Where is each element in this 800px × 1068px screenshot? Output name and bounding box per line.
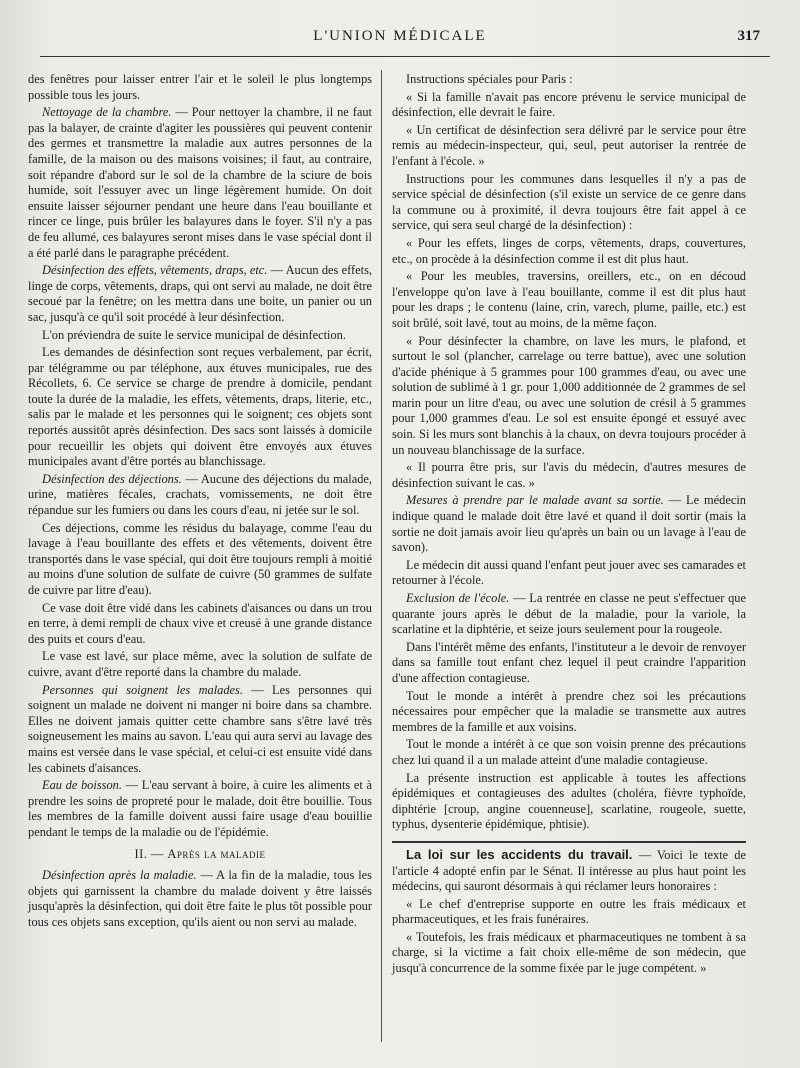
paragraph-heading: Exclusion de l'école. bbox=[406, 591, 510, 605]
paragraph bbox=[28, 868, 372, 930]
section-title: Après la maladie bbox=[167, 846, 266, 861]
paragraph: « Un certificat de désinfection sera délivré par le service pour être remis au médecin-inspecteur, qui, seul, peut autoriser la rentrée de l'enfant à l'école. » bbox=[392, 122, 746, 168]
paragraph-heading: Désinfection après la maladie. bbox=[42, 868, 197, 883]
paragraph: des fenêtres pour laisser entrer l'air et le soleil le plus longtemps possible tous les jours. bbox=[28, 72, 372, 102]
running-header bbox=[30, 28, 770, 52]
paragraph: Dans l'intérêt même des enfants, l'instituteur a le devoir de renvoyer dans sa famille tout enfant chez lequel il peut craindre l'apparition d'une affection contagieuse. bbox=[392, 639, 746, 685]
paragraph bbox=[28, 683, 372, 777]
paragraph-heading: Nettoyage de la chambre. bbox=[42, 105, 172, 120]
journal-title: L'UNION MÉDICALE bbox=[313, 28, 487, 44]
article-heading: La loi sur les accidents du travail. bbox=[406, 846, 633, 862]
paragraph: « Pour les meubles, traversins, oreillers, etc., on en découd l'enveloppe qu'on lave à l'eau bouillante, comme il est dit plus haut pour les draps ; le contenu (laine, crin, varech, plume, paille, etc.) est soit brûlé, soit lavé, tout au moins, de la même façon. bbox=[392, 269, 746, 330]
section-heading bbox=[28, 847, 372, 863]
paragraph-body: — Aucune des déjections du malade, urine, matières fécales, crachats, vomissements, ne doit être répandue sur les fumiers ou dans les cours d'eau, ni jetée sur le sol. bbox=[28, 471, 372, 518]
paragraph-body: — Les personnes qui soignent un malade ne doivent ni manger ni boire dans sa chambre. Elles ne doivent jamais quitter cette chambre sans s'être lavé très soigneusement les mains au savon. L'eau qui aura servi au lavage des mains est versée dans le vase spécial, et celui-ci est ensuite vidé dans les cabinets d'aisances. bbox=[28, 682, 372, 775]
paragraph-body: — Voici le texte de l'article 4 adopté enfin par le Sénat. Il intéresse au plus haut point les médecins, qui sauront désormais à qui réclamer leurs honoraires : bbox=[392, 847, 746, 894]
paragraph bbox=[28, 778, 372, 840]
paragraph: « Toutefois, les frais médicaux et pharmaceutiques ne tombent à sa charge, si la victime a fait choix elle-même de son médecin, que jusqu'à concurrence de la somme fixée par le juge compétent. » bbox=[392, 929, 746, 976]
paragraph-body: — L'eau servant à boire, à cuire les aliments et à prendre les soins de propreté pour le malade, doit être bouillie. Tous les membres de la famille doivent aussi faire usage d'eau bouillie pendant le temps de la maladie ou de l'épidémie. bbox=[28, 778, 372, 839]
paragraph-body: — Aucun des effets, linge de corps, vêtements, draps, qui ont servi au malade, ne doit être secoué par la fenêtre; on les mettra dans une boite, un panier ou un sac, jusqu'à ce qu'il soit procédé à leur désinfection. bbox=[28, 263, 372, 324]
paragraph: La présente instruction est applicable à toutes les affections épidémiques et contagieuses des adultes (choléra, fièvre typhoïde, diphtérie [croup, angine couenneuse], scarlatine, rougeole, suette, typhus, dysenterie épidémique, phtisie). bbox=[392, 770, 746, 832]
paragraph bbox=[392, 493, 746, 555]
paragraph-heading: Désinfection des déjections. bbox=[42, 471, 182, 486]
page-number: 317 bbox=[737, 28, 760, 44]
paragraph bbox=[28, 105, 372, 261]
paragraph: Instructions pour les communes dans lesquelles il n'y a pas de service spécial de désinfection (s'il existe un service de ce genre dans la commune ou à proximité, il devra toujours être fait appel à ce service, qui sera seul chargé de la désinfection) : bbox=[392, 171, 746, 233]
paragraph: Tout le monde a intérêt à ce que son voisin prenne des précautions chez lui quand il a un malade atteint d'une maladie contagieuse. bbox=[392, 737, 746, 767]
paragraph bbox=[392, 591, 746, 638]
paragraph: L'on préviendra de suite le service municipal de désinfection. bbox=[42, 327, 346, 342]
article-separator bbox=[392, 841, 746, 843]
paragraph: Instructions spéciales pour Paris : bbox=[406, 72, 573, 86]
paragraph: « Il pourra être pris, sur l'avis du médecin, d'autres mesures de désinfection suivant le cas. » bbox=[392, 460, 746, 490]
header-rule bbox=[40, 56, 770, 57]
section-number: II. — bbox=[134, 846, 168, 861]
paragraph bbox=[392, 847, 746, 895]
paragraph: Tout le monde a intérêt à prendre chez soi les précautions nécessaires pour empêcher que la maladie se transmette aux autres membres de la famille et aux voisins. bbox=[392, 688, 746, 734]
paragraph bbox=[28, 263, 372, 325]
paragraph: Ces déjections, comme les résidus du balayage, comme l'eau du lavage à l'eau bouillante des effets et des vêtements, doivent être transportés dans le vase spécial, qui doit être toujours rempli à moitié au moins d'une solution de sulfate de cuivre (50 grammes de sulfate de cuivre par litre d'eau). bbox=[28, 520, 372, 597]
right-column bbox=[392, 72, 746, 979]
left-column bbox=[28, 72, 372, 932]
paragraph-heading: Mesures à prendre par le malade avant sa sortie. bbox=[406, 493, 664, 508]
paragraph-body: — A la fin de la maladie, tous les objets qui garnissent la chambre du malade doivent y être laissés jusqu'après la désinfection, qui doit être faite le plus tôt possible pour tous ces objets sans exception, qu'ils aient ou non servi au malade. bbox=[28, 868, 373, 929]
paragraph bbox=[28, 472, 372, 519]
paragraph: Ce vase doit être vidé dans les cabinets d'aisances ou dans un trou en terre, à demi rempli de chaux vive et creusé à une grande distance des puits et cours d'eau. bbox=[28, 600, 372, 646]
paragraph: « Le chef d'entreprise supporte en outre les frais médicaux et pharmaceutiques, et les frais funéraires. bbox=[392, 896, 746, 927]
paragraph: Le médecin dit aussi quand l'enfant peut jouer avec ses camarades et retourner à l'école. bbox=[392, 557, 746, 588]
paragraph: Les demandes de désinfection sont reçues verbalement, par écrit, par télégramme ou par téléphone, aux étuves municipales, rue des Récollets, 6. Ce service se charge de prendre à domicile, pendant toute la durée de la maladie, les effets, vêtements, draps, literie, etc., salis par le malade et les personnes qui le soignent; ces objets sont reportés aussitôt après désinfection. Des sacs sont laissés à domicile pour recueillir les objets qui doivent être envoyés aux étuves municipales avant d'être portés au blanchissage. bbox=[28, 345, 372, 469]
paragraph-body: — Pour nettoyer la chambre, il ne faut pas la balayer, de crainte d'agiter les poussières qui peuvent contenir des germes et transmettre la maladie aux autres personnes de la famille, de la maison ou des maisons voisines; il faut, au contraire, soit répandre d'abord sur le sol de la chambre de la sciure de bois humide, soit l'essuyer avec un linge légèrement humide. On doit ensuite laisser séjourner pendant une heure dans l'eau bouillante et rincer ce linge, puis brûler les balayures dans le foyer. S'il n'y a pas de feu allumé, ces balayures seront mises dans le vase spécial dont il a été parlé dans le paragraphe précédent. bbox=[28, 105, 373, 260]
paragraph-heading: Eau de boisson. bbox=[42, 778, 122, 793]
column-divider bbox=[381, 70, 382, 1042]
paragraph: « Si la famille n'avait pas encore prévenu le service municipal de désinfection, elle devrait le faire. bbox=[392, 89, 746, 120]
paragraph: « Pour les effets, linges de corps, vêtements, draps, couvertures, etc., on procède à la désinfection comme il est dit plus haut. bbox=[392, 235, 746, 266]
paragraph-heading: Personnes qui soignent les malades. bbox=[42, 682, 243, 697]
paragraph-body: — Le médecin indique quand le malade doit être lavé et quand il doit sortir (mais la sortie ne doit jamais avoir lieu qu'après un bain ou un lavage à l'eau de savon). bbox=[392, 493, 746, 555]
paragraph-body: — La rentrée en classe ne peut s'effectuer que quarante jours après le début de la maladie, pour la variole, la scarlatine et la diphtérie, et seize jours seulement pour la rougeole. bbox=[392, 591, 747, 637]
paragraph-heading: Désinfection des effets, vêtements, draps, etc. bbox=[42, 263, 268, 278]
paragraph: « Pour désinfecter la chambre, on lave les murs, le plafond, et surtout le sol (plancher, carrelage ou terre battue), avec une solution d'acide phénique à 5 grammes pour 100 grammes d'eau, ou avec une solution de sublimé à 1 gr. pour 1,000 additionnée de 2 grammes de sel marin pour un litre d'eau, ou avec une solution de crésil à 5 grammes pour 1,000 grammes d'eau. Le sol est ensuite épongé et essuyé avec soin. Si les murs sont blanchis à la chaux, on devra toujours procéder à un nouveau blanchissage de la surface. bbox=[392, 333, 746, 457]
paragraph: Le vase est lavé, sur place même, avec la solution de sulfate de cuivre, avant d'être reporté dans la chambre du malade. bbox=[28, 649, 372, 679]
